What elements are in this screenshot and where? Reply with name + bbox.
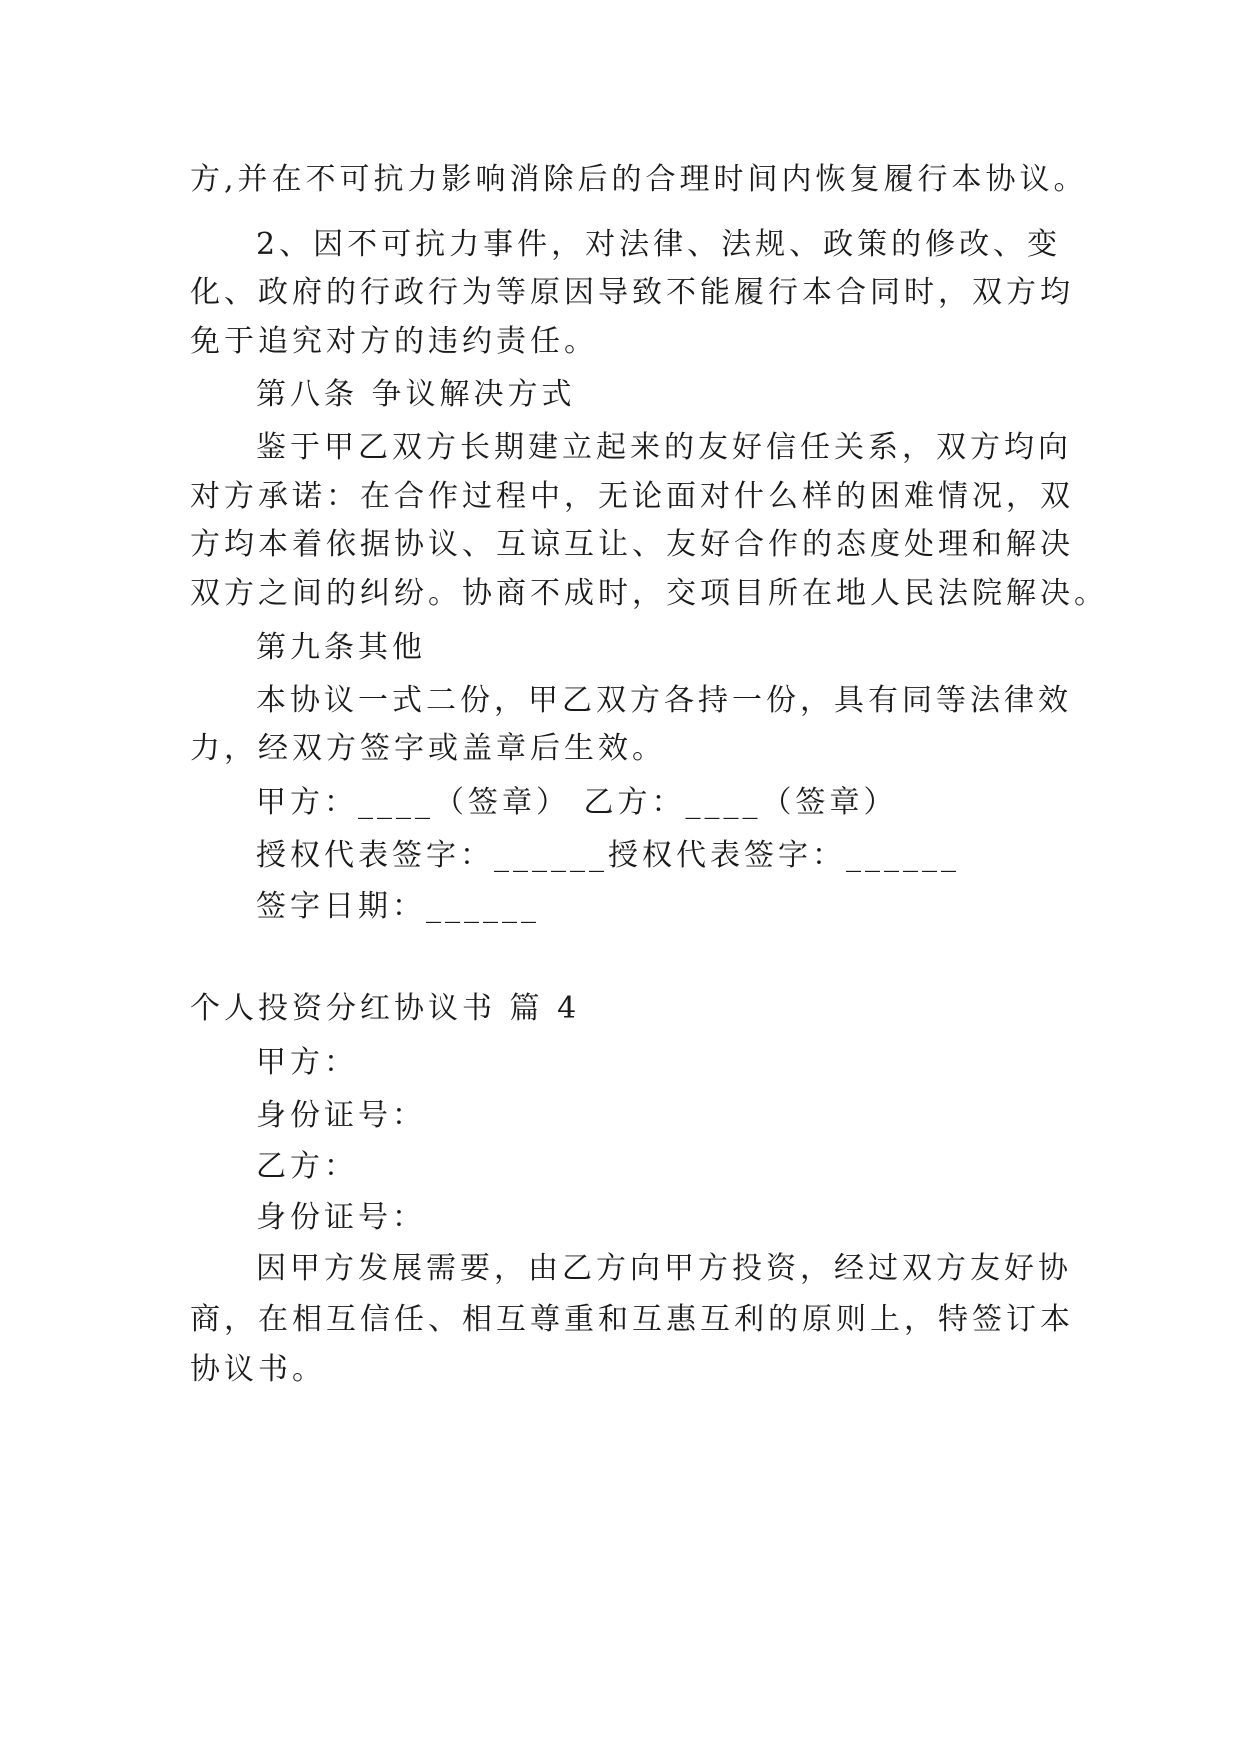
party-field: 身份证号： — [256, 1098, 426, 1133]
body-line: 协议书。 — [190, 1352, 326, 1387]
party-field: 乙方： — [256, 1149, 358, 1184]
body-line: 双方之间的纠纷。协商不成时，交项目所在地人民法院解决。 — [190, 576, 1108, 611]
body-line: 力，经双方签字或盖章后生效。 — [190, 731, 666, 766]
body-line: 方均本着依据协议、互谅互让、友好合作的态度处理和解决 — [190, 527, 1074, 562]
body-line: 化、政府的行政行为等原因导致不能履行本合同时，双方均 — [190, 275, 1074, 310]
body-line: 方,并在不可抗力影响消除后的合理时间内恢复履行本协议。 — [190, 162, 1088, 197]
article-heading: 第八条 争议解决方式 — [256, 377, 576, 412]
body-line: 商，在相互信任、相互尊重和互惠互利的原则上，特签订本 — [190, 1302, 1074, 1337]
body-line: 免于追究对方的违约责任。 — [190, 324, 598, 359]
section-title: 个人投资分红协议书 篇 4 — [190, 991, 581, 1026]
clause-paragraph-line: 因甲方发展需要，由乙方向甲方投资，经过双方友好协 — [256, 1251, 1072, 1286]
clause-paragraph-line: 鉴于甲乙双方长期建立起来的友好信任关系，双方均向 — [256, 430, 1072, 465]
signature-line: 授权代表签字：______授权代表签字：______ — [256, 838, 960, 873]
article-heading: 第九条其他 — [256, 630, 426, 665]
clause-paragraph-line: 2、因不可抗力事件，对法律、法规、政策的修改、变 — [256, 227, 1062, 262]
party-field: 身份证号： — [256, 1200, 426, 1235]
body-line: 对方承诺：在合作过程中，无论面对什么样的困难情况，双 — [190, 479, 1074, 514]
signature-line: 甲方：____（签章） 乙方：____（签章） — [256, 785, 898, 820]
clause-paragraph-line: 本协议一式二份，甲乙双方各持一份，具有同等法律效 — [256, 683, 1072, 718]
signature-date-line: 签字日期：______ — [256, 889, 540, 924]
party-field: 甲方： — [256, 1045, 358, 1080]
